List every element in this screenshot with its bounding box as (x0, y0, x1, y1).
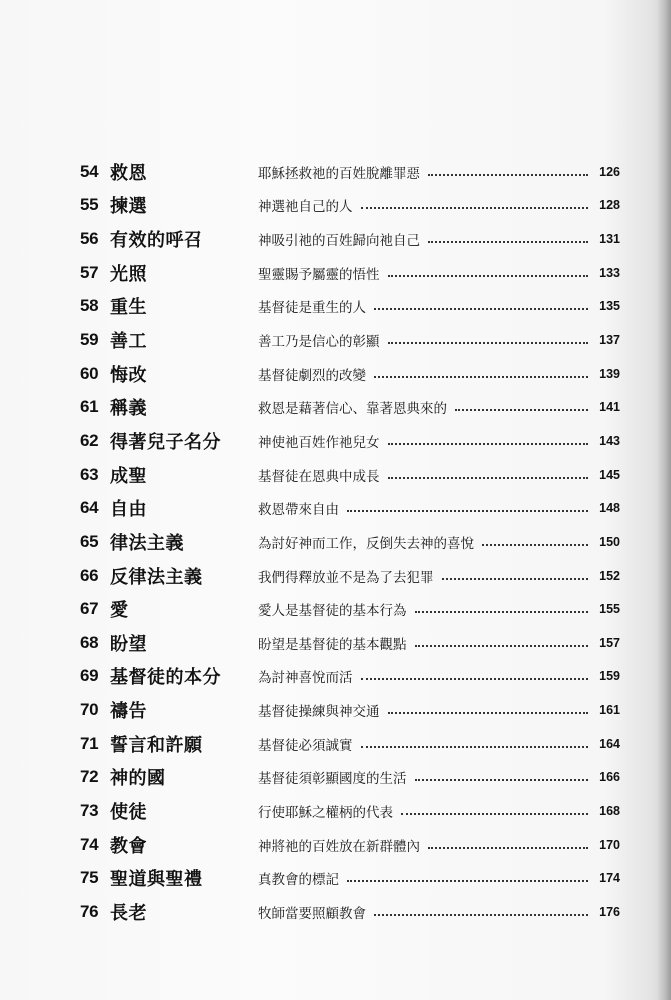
entry-description: 行使耶穌之權柄的代表 (258, 804, 393, 821)
entry-title: 愛 (110, 600, 129, 622)
entry-title: 善工 (110, 331, 147, 353)
toc-entry[interactable] (80, 357, 620, 391)
toc-entry[interactable] (80, 895, 620, 929)
entry-page-number: 176 (599, 904, 620, 919)
entry-description: 善工乃是信心的彰顯 (258, 334, 380, 351)
dot-leader (388, 477, 589, 479)
entry-page-number: 161 (599, 703, 620, 718)
entry-title: 成聖 (110, 465, 147, 487)
entry-page-number: 155 (599, 602, 620, 617)
entry-page-number: 159 (599, 669, 620, 684)
entry-number: 55 (80, 195, 99, 215)
entry-description: 救恩帶來自由 (258, 502, 339, 519)
toc-entry[interactable] (80, 761, 620, 795)
dot-leader (428, 847, 588, 849)
toc-entry[interactable] (80, 828, 620, 862)
entry-page-number: 143 (599, 433, 620, 448)
toc-entry[interactable] (80, 222, 620, 256)
entry-number: 57 (80, 262, 99, 282)
entry-number: 71 (80, 733, 99, 753)
dot-leader (388, 712, 589, 714)
entry-title: 盼望 (110, 633, 147, 655)
dot-leader (374, 376, 588, 378)
entry-page-number: 126 (599, 164, 620, 179)
dot-leader (428, 174, 588, 176)
toc-entry[interactable] (80, 794, 620, 828)
entry-title: 基督徒的本分 (110, 667, 221, 689)
entry-description: 神將祂的百姓放在新群體內 (258, 838, 420, 855)
toc-entry[interactable] (80, 592, 620, 626)
entry-title: 使徒 (110, 801, 147, 823)
toc-entry[interactable] (80, 155, 620, 189)
entry-description: 基督徒必須誠實 (258, 737, 353, 754)
entry-description: 聖靈賜予屬靈的悟性 (258, 266, 380, 283)
dot-leader (415, 779, 589, 781)
dot-leader (388, 342, 589, 344)
entry-page-number: 166 (599, 770, 620, 785)
entry-description: 基督徒須彰顯國度的生活 (258, 771, 407, 788)
entry-number: 73 (80, 800, 99, 820)
entry-page-number: 128 (599, 198, 620, 213)
toc-entry[interactable] (80, 525, 620, 559)
entry-number: 75 (80, 868, 99, 888)
entry-description: 牧師當要照顧教會 (258, 905, 366, 922)
entry-title: 稱義 (110, 398, 147, 420)
toc-entry[interactable] (80, 626, 620, 660)
dot-leader (415, 611, 589, 613)
entry-description: 基督徒是重生的人 (258, 300, 366, 317)
entry-number: 68 (80, 632, 99, 652)
entry-page-number: 168 (599, 803, 620, 818)
entry-page-number: 135 (599, 299, 620, 314)
dot-leader (347, 880, 588, 882)
entry-page-number: 170 (599, 837, 620, 852)
entry-number: 66 (80, 565, 99, 585)
dot-leader (388, 275, 589, 277)
toc-entry[interactable] (80, 390, 620, 424)
entry-description: 耶穌拯救祂的百姓脫離罪惡 (258, 165, 420, 182)
entry-page-number: 157 (599, 635, 620, 650)
entry-description: 神選祂自己的人 (258, 199, 353, 216)
dot-leader (388, 443, 589, 445)
entry-title: 神的國 (110, 768, 166, 790)
entry-description: 我們得釋放並不是為了去犯罪 (258, 569, 434, 586)
entry-number: 67 (80, 599, 99, 619)
entry-page-number: 164 (599, 736, 620, 751)
entry-number: 61 (80, 397, 99, 417)
entry-title: 重生 (110, 297, 147, 319)
entry-description: 愛人是基督徒的基本行為 (258, 603, 407, 620)
entry-page-number: 145 (599, 467, 620, 482)
entry-number: 59 (80, 330, 99, 350)
entry-description: 基督徒劇烈的改變 (258, 367, 366, 384)
dot-leader (374, 308, 588, 310)
entry-title: 自由 (110, 499, 147, 521)
entry-description: 神使祂百姓作祂兒女 (258, 434, 380, 451)
entry-number: 60 (80, 363, 99, 383)
entry-description: 盼望是基督徒的基本觀點 (258, 636, 407, 653)
entry-page-number: 174 (599, 871, 620, 886)
entry-number: 70 (80, 700, 99, 720)
dot-leader (361, 746, 589, 748)
entry-number: 63 (80, 464, 99, 484)
toc-entry[interactable] (80, 290, 620, 324)
toc-entry[interactable] (80, 424, 620, 458)
entry-title: 得著兒子名分 (110, 431, 221, 453)
entry-page-number: 133 (599, 265, 620, 280)
toc-entry[interactable] (80, 189, 620, 223)
entry-title: 律法主義 (110, 532, 184, 554)
dot-leader (347, 510, 588, 512)
entry-title: 長老 (110, 902, 147, 924)
dot-leader (442, 578, 589, 580)
entry-description: 神吸引祂的百姓歸向祂自己 (258, 233, 420, 250)
dot-leader (361, 207, 589, 209)
dot-leader (482, 544, 588, 546)
entry-number: 76 (80, 901, 99, 921)
toc-entry[interactable] (80, 861, 620, 895)
dot-leader (374, 914, 588, 916)
entry-title: 反律法主義 (110, 566, 203, 588)
entry-description: 為討好神而工作，反倒失去神的喜悅 (258, 535, 474, 552)
toc-entry[interactable] (80, 256, 620, 290)
table-of-contents (80, 155, 620, 929)
entry-description: 為討神喜悅而活 (258, 670, 353, 687)
toc-entry[interactable] (80, 559, 620, 593)
toc-entry[interactable] (80, 693, 620, 727)
dot-leader (455, 409, 588, 411)
entry-description: 真教會的標記 (258, 872, 339, 889)
entry-number: 65 (80, 531, 99, 551)
entry-number: 54 (80, 161, 99, 181)
entry-number: 58 (80, 296, 99, 316)
entry-title: 有效的呼召 (110, 230, 203, 252)
entry-title: 聖道與聖禮 (110, 869, 203, 891)
page-edge-shadow (657, 0, 671, 1000)
entry-number: 69 (80, 666, 99, 686)
entry-title: 揀選 (110, 196, 147, 218)
dot-leader (401, 813, 588, 815)
dot-leader (428, 241, 588, 243)
toc-entry[interactable] (80, 323, 620, 357)
entry-page-number: 141 (599, 400, 620, 415)
entry-title: 光照 (110, 263, 147, 285)
entry-page-number: 152 (599, 568, 620, 583)
entry-number: 62 (80, 430, 99, 450)
dot-leader (361, 678, 589, 680)
entry-page-number: 131 (599, 232, 620, 247)
entry-title: 教會 (110, 835, 147, 857)
entry-page-number: 150 (599, 534, 620, 549)
entry-number: 72 (80, 767, 99, 787)
entry-title: 悔改 (110, 364, 147, 386)
dot-leader (415, 645, 589, 647)
entry-title: 救恩 (110, 162, 147, 184)
toc-entry[interactable] (80, 491, 620, 525)
entry-number: 64 (80, 498, 99, 518)
toc-entry[interactable] (80, 727, 620, 761)
entry-description: 救恩是藉著信心、靠著恩典來的 (258, 401, 447, 418)
entry-page-number: 137 (599, 333, 620, 348)
entry-title: 禱告 (110, 701, 147, 723)
entry-number: 56 (80, 229, 99, 249)
entry-title: 誓言和許願 (110, 734, 203, 756)
toc-entry[interactable] (80, 660, 620, 694)
entry-page-number: 148 (599, 501, 620, 516)
toc-entry[interactable] (80, 458, 620, 492)
entry-number: 74 (80, 834, 99, 854)
entry-page-number: 139 (599, 366, 620, 381)
entry-description: 基督徒操練與神交通 (258, 704, 380, 721)
entry-description: 基督徒在恩典中成長 (258, 468, 380, 485)
